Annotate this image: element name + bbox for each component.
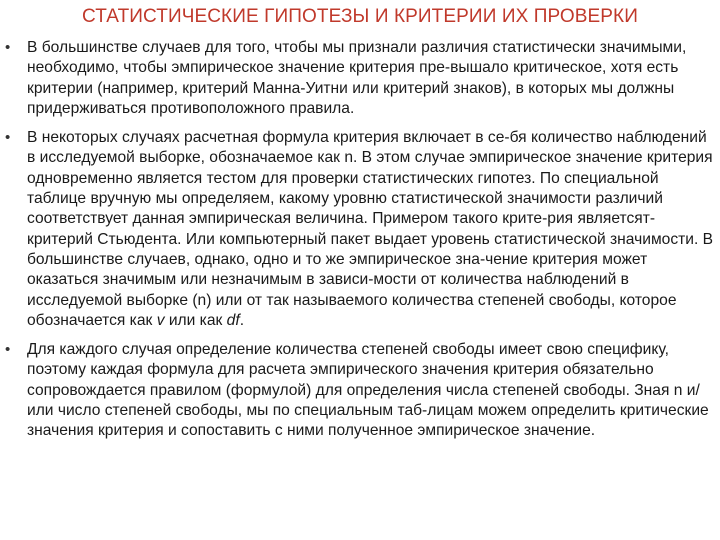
slide-title: СТАТИСТИЧЕСКИЕ ГИПОТЕЗЫ И КРИТЕРИИ ИХ ПРОВЕРКИ — [82, 6, 638, 27]
bullet-icon: • — [5, 341, 11, 359]
bullet-list — [0, 38, 720, 451]
bullet-text-1: В большинстве случаев для того, чтобы мы признали различия статистически значимыми, необходимо, чтобы эмпирическое значение критерия пре-вышало критическое, хотя есть критерии (например, критерий Манна-Уитни или критерий знаков), в которых мы должны придерживаться противоположного правила. — [27, 39, 687, 117]
bullet-text-2-end: . — [239, 311, 245, 329]
bullet-text-3: Для каждого случая определение количества степеней свободы имеет свою специфику, поэтому каждая формула для расчета эмпирического значения критерия обязательно сопровождается правилом (формулой) для определения числа степеней свободы. Зная n и/или число степеней свободы, мы по специальным таб-лицам можем определить критические значения критерия и сопоставить с ними полученное эмпирическое значение. — [27, 341, 709, 440]
bullet-icon: • — [5, 129, 11, 147]
bullet-text-2 — [27, 129, 713, 329]
bullet-icon: • — [5, 39, 11, 56]
bullet-text-2-main: В некоторых случаях расчетная формула критерия включает в се-бя количество наблюдений в исследуемой выборке, обозначаемое как n. В этом случае эмпирическое значение критерия одновременно является тестом для проверки статистических гипотез. По специальной таблице вручную мы определяем, какому уровню статистической значимости различий соответствует данная эмпирическая величина. Примером такого крите-рия являетсят-критерий Стьюдента. Или компьютерный пакет выдает уровень статистической значимости. В большинстве случаев, однако, одно и то же эмпирическое зна-чение критерия может оказаться значимым или незначимым в зависи-мости от количества наблюдений в исследуемой выборке (n) или от так называемого количества степеней свободы, которое обозначается как — [27, 129, 714, 329]
symbol-v: v — [156, 311, 165, 329]
bullet-item-1 — [0, 38, 720, 119]
symbol-df: df — [226, 311, 240, 329]
bullet-item-3 — [0, 340, 720, 441]
bullet-text-2-or: или как — [164, 311, 227, 329]
bullet-item-2 — [0, 128, 720, 331]
